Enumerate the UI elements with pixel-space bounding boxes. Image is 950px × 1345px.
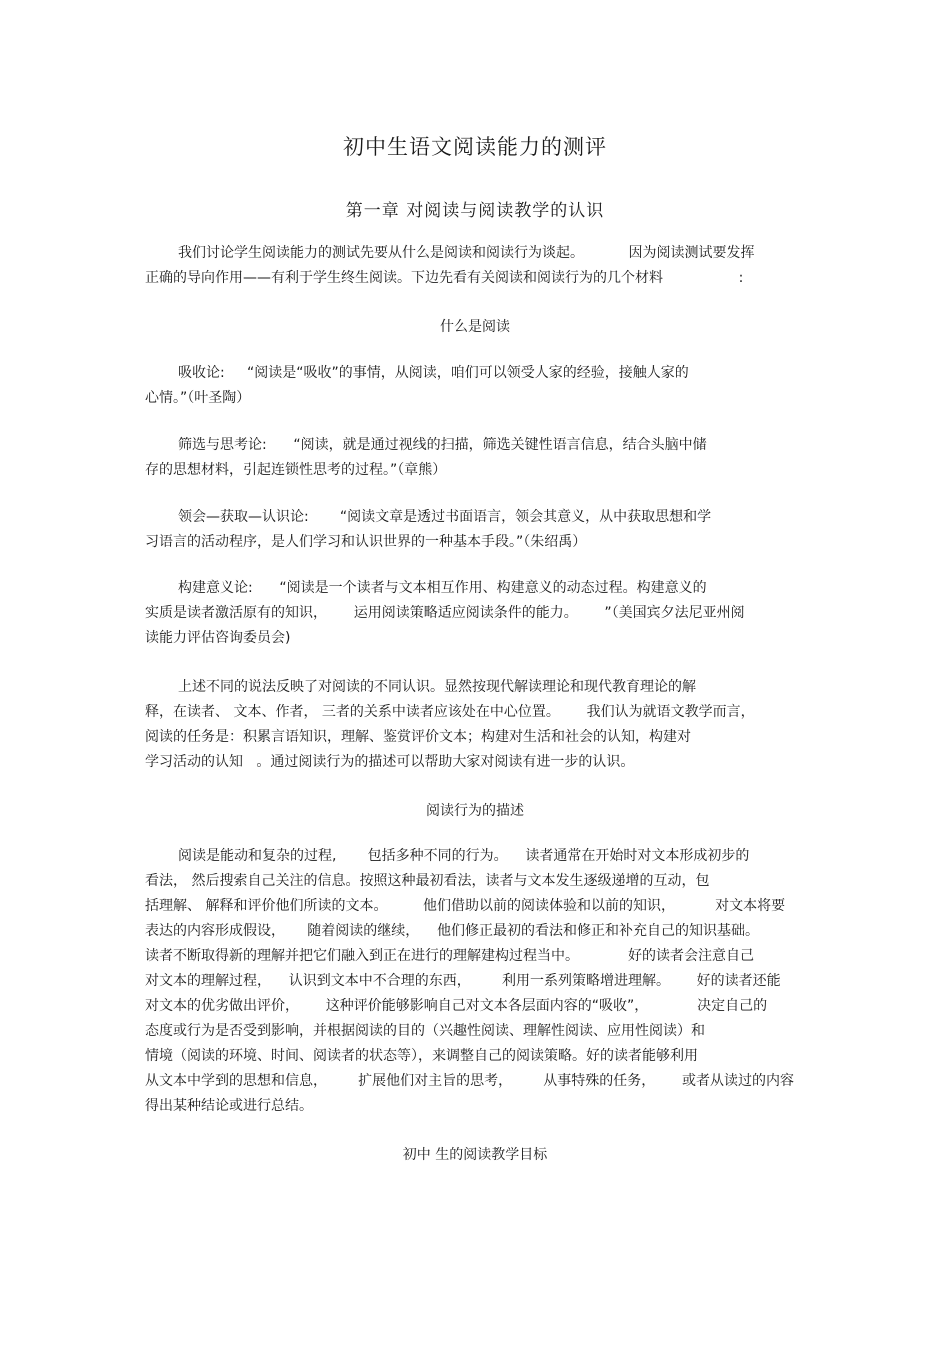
reading-behavior-paragraph [145,844,805,1119]
paragraph-line: 对文本的优劣做出评价， 这种评价能够影响自己对文本各层面内容的“吸收”， 决定自己的 [145,998,768,1014]
paragraph-line: 对文本的理解过程， 认识到文本中不合理的东西， 利用一系列策略增进理解。 好的读者还能 [145,973,781,989]
paragraph-line: 领会—获取—认识论: “阅读文章是透过书面语言，领会其意义，从中获取思想和学 [178,509,712,525]
paragraph-line: 从文本中学到的思想和信息， 扩展他们对主旨的思考， 从事特殊的任务， 或者从读过的内容 [145,1073,795,1089]
section-heading-teaching-goals: 初中 生的阅读教学目标 [402,1147,548,1163]
definition-comprehension [145,505,805,555]
paragraph-line: 情境（阅读的环境、时间、阅读者的状态等），来调整自己的阅读策略。好的读者能够利用 [145,1048,698,1064]
paragraph-line: 我们讨论学生阅读能力的测试先要从什么是阅读和阅读行为谈起。 因为阅读测试要发挥 [178,245,755,261]
paragraph-line: 释，在读者、 文本、作者， 三者的关系中读者应该处在中心位置。 我们认为就语文教学而言， [145,704,755,720]
paragraph-line: 存的思想材料，引起连锁性思考的过程。”（章熊） [145,462,447,478]
paragraph-line: 得出某种结论或进行总结。 [145,1098,313,1114]
paragraph-line: 习语言的活动程序，是人们学习和认识世界的一种基本手段。”（朱绍禹） [145,534,587,550]
paragraph-line: 实质是读者激活原有的知识， 运用阅读策略适应阅读条件的能力。 ”（美国宾夕法尼亚州阅 [145,605,745,621]
paragraph-line: 筛选与思考论: “阅读，就是通过视线的扫描，筛选关键性语言信息，结合头脑中储 [178,437,707,453]
section-heading-what-is-reading: 什么是阅读 [440,319,510,335]
paragraph-line: 上述不同的说法反映了对阅读的不同认识。显然按现代解读理论和现代教育理论的解 [178,679,696,695]
paragraph-line: 吸收论: “阅读是“吸收”的事情，从阅读，咱们可以领受人家的经验，接触人家的 [178,365,689,381]
paragraph-line: 表达的内容形成假设， 随着阅读的继续， 他们修正最初的看法和修正和补充自己的知识基础。 [145,923,760,939]
summary-paragraph [145,675,805,775]
paragraph-line: 态度或行为是否受到影响，并根据阅读的目的（兴趣性阅读、理解性阅读、应用性阅读）和 [145,1023,705,1039]
paragraph-line: 读者不断取得新的理解并把它们融入到正在进行的理解建构过程当中。 好的读者会注意自己 [145,948,754,964]
paragraph-line: 阅读的任务是：积累言语知识，理解、鉴赏评价文本；构建对生活和社会的认知，构建对 [145,729,691,745]
paragraph-line: 心情。”（叶圣陶） [145,390,251,406]
definition-meaning-construction [145,576,805,651]
paragraph-line: 构建意义论: “阅读是一个读者与文本相互作用、构建意义的动态过程。构建意义的 [178,580,707,596]
chapter-title: 第一章 对阅读与阅读教学的认识 [345,201,605,221]
intro-paragraph [145,241,805,291]
document-title: 初中生语文阅读能力的测评 [343,135,607,159]
paragraph-line: 阅读是能动和复杂的过程, 包括多种不同的行为。 读者通常在开始时对文本形成初步的 [178,848,750,864]
section-heading-reading-behavior: 阅读行为的描述 [426,803,524,819]
paragraph-line: 看法， 然后搜索自己关注的信息。按照这种最初看法，读者与文本发生逐级递增的互动，包 [145,873,710,889]
definition-selection-thinking [145,433,805,483]
definition-absorption [145,361,805,411]
paragraph-line: 括理解、 解释和评价他们所读的文本。 他们借助以前的阅读体验和以前的知识， 对文本将要 [145,898,786,914]
paragraph-line: 读能力评估咨询委员会) [145,630,291,646]
paragraph-line: 学习活动的认知 。通过阅读行为的描述可以帮助大家对阅读有进一步的认识。 [145,754,635,770]
paragraph-line: 正确的导向作用——有利于学生终生阅读。下边先看有关阅读和阅读行为的几个材料 : [145,270,744,286]
